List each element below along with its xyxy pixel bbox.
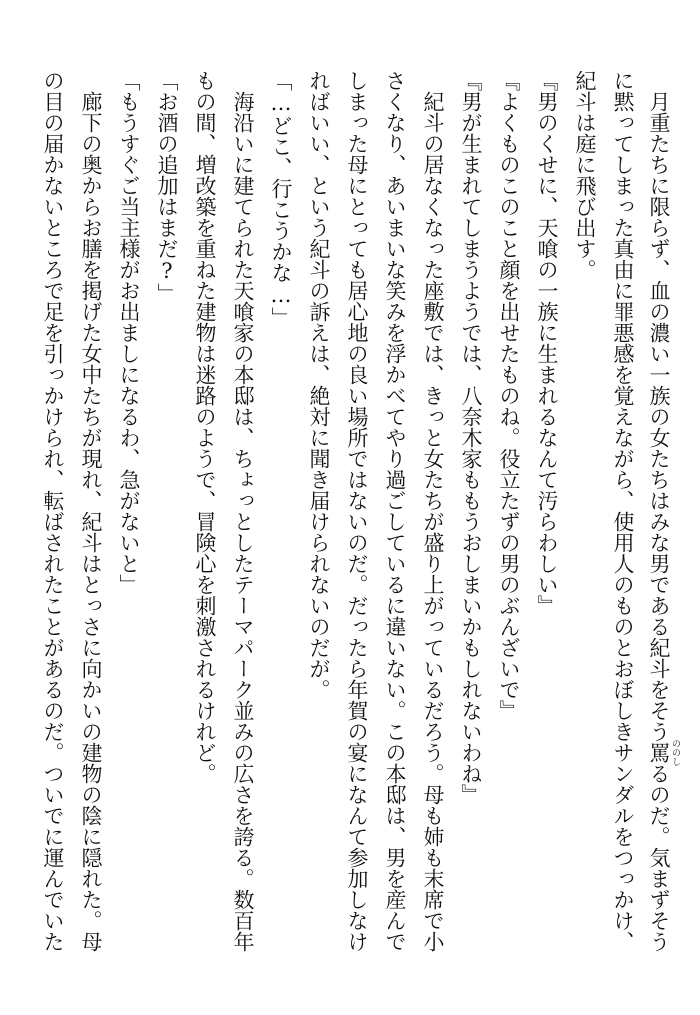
text-line-4: 『男のくせに、天喰の一族に生まれるなんて汚らわしい』 [535,70,559,616]
text-line-1-tail: るのだ。気まずそう [647,763,671,952]
text-line-1-body: 月重たちに限らず、血の濃い一族の女たちはみな男である紀斗をそう [647,70,671,742]
text-line-8: さくなり、あいまいな笑みを浮かべてやり過ごしているに違いない。この本邸は、男を産んで [383,70,407,952]
text-line-2: に黙ってしまった真由に罪悪感を覚えながら、使用人のものとおぼしきサンダルをつっかけ、 [611,70,635,952]
text-line-7: 紀斗の居なくなった座敷では、きっと女たちが盛り上がっているだろう。母も姉も末席で小 [421,70,445,952]
text-line-10: ればいい、という紀斗の訴えは、絶対に聞き届けられないのだが。 [307,70,331,700]
text-line-11: 「…どこ、行こうかな…」 [269,70,293,328]
ruby-reading: ののし [670,739,680,766]
text-line-16: 廊下の奥からお膳を掲げた女中たちが現れ、紀斗はとっさに向かいの建物の陰に隠れた。母 [79,70,103,952]
text-line-3: 紀斗は庭に飛び出す。 [573,70,597,280]
text-line-12: 海沿いに建てられた天喰家の本邸は、ちょっとしたテーマパーク並みの広さを誇る。数百年 [231,70,255,952]
text-line-6: 『男が生まれてしまうようでは、八奈木家ももうおしまいかもしれないわね』 [459,70,483,805]
text-line-13: もの間、増改築を重ねた建物は迷路のようで、冒険心を刺激されるけれど。 [193,70,217,784]
text-line-1 [642,70,680,970]
text-line-15: 「もうすぐご当主様がお出ましになるわ、急がないと」 [117,70,141,595]
vertical-text-block [25,70,680,970]
text-line-17: の目の届かないところで足を引っかけられ、転ばされたことがあるのだ。ついでに運んでいた [41,70,65,952]
ruby-annotation: 罵 ののし [647,739,680,766]
text-line-14: 「お酒の追加はまだ?」 [155,70,179,304]
text-line-5: 『よくものこのこと顔を出せたものね。役立たずの男のぶんざいで』 [497,70,521,721]
text-line-9: しまった母にとっても居心地の良い場所ではないのだ。だったら年賀の宴になんて参加しなけ [345,70,369,952]
